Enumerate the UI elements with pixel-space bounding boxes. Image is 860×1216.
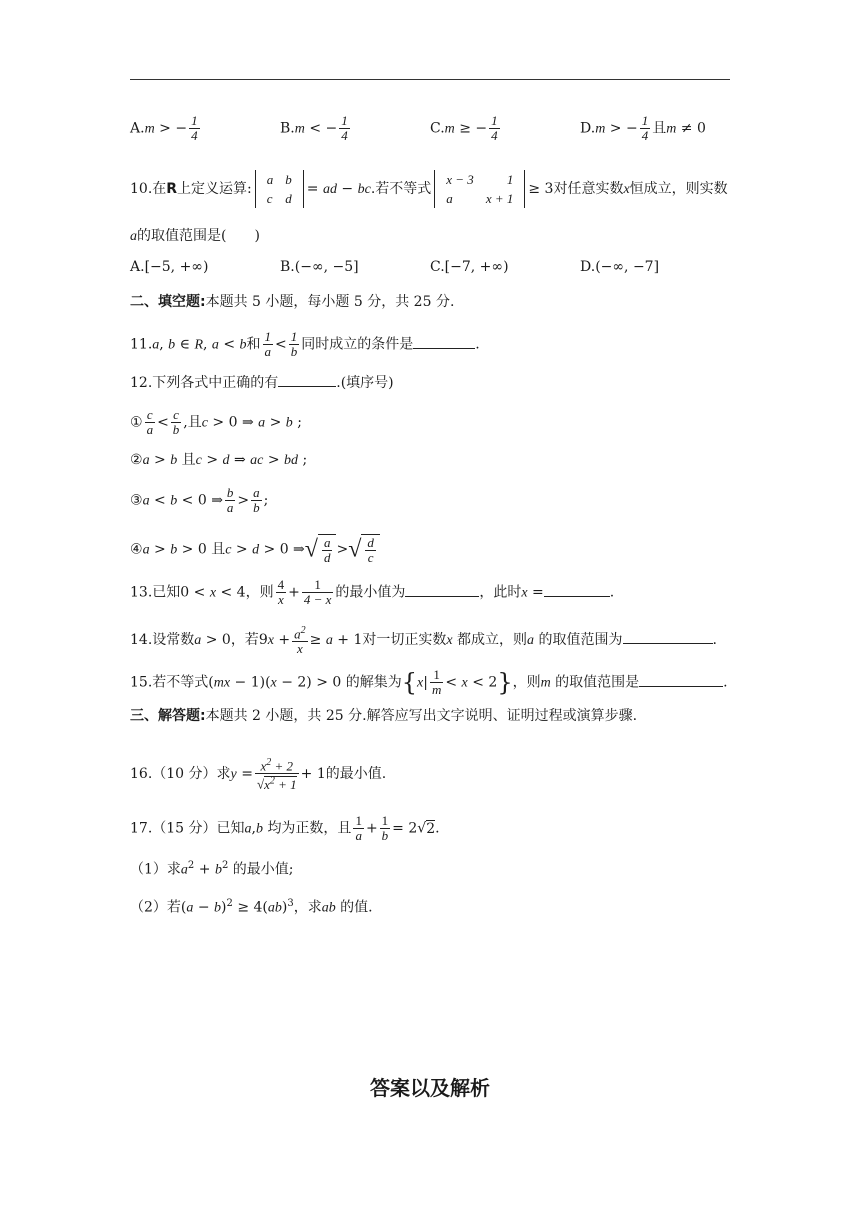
q12-item-1: ① $\frac{c}{a}$ < $\frac{c}{b}$ ,且c > 0 ⇒ a > b ; (130, 407, 302, 437)
q9-option-c: C.m ≥ − $\frac{1}{4}$ (430, 113, 498, 143)
header-rule (130, 79, 730, 80)
q17-part-1: （1）求$a^2 + b^2$ 的最小值; (130, 860, 294, 878)
question-13: 13.已知0 < x < 4，则 $\frac{4}{x}$ + $\frac{1}{4 - x}$ 的最小值为 ，此时x = . (130, 577, 615, 607)
q17-part-2: （2）若$(a - b)^2 \ge 4(ab)^3$，求ab 的值. (130, 898, 373, 916)
q9-option-a: A.m > − $\frac{1}{4}$ (130, 113, 198, 143)
section-3-title: 三、解答题:本题共 2 小题，共 25 分.解答应写出文字说明、证明过程或演算步骤. (130, 708, 638, 724)
question-16: 16.（10 分）求y = $\frac{x^2 + 2}{√x^2 + 1}$ + 1的最小值. (130, 757, 387, 792)
q12-item-3: ③a < b < 0 ⇒ $\frac{b}{a}$ > $\frac{a}{b}$ ; (130, 485, 269, 515)
q10-option-d: D.(−∞, −7] (580, 259, 660, 275)
q12-item-4: ④a > b > 0 且c > d > 0 ⇒√ $\frac{a}{d}$ >√ $\frac{d}{c}$ (130, 534, 380, 565)
question-10-line2: a的取值范围是( ) (130, 228, 260, 244)
answer-heading: 答案以及解析 (370, 1076, 490, 1100)
question-10: 10.在R上定义运算: a b c d = ad − bc.若不等式 x − 3 1 a x + 1 ≥ 3对任意实数x恒成立，则实数 (130, 172, 728, 206)
q12-item-2: ②a > b 且c > d ⇒ ac > bd ; (130, 452, 308, 468)
q10-option-a: A.[−5, +∞) (130, 259, 209, 275)
question-12: 12.下列各式中正确的有 .(填序号) (130, 372, 394, 393)
q9-option-d: D.m > − $\frac{1}{4}$ 且m ≠ 0 (580, 113, 706, 143)
question-17: 17.（15 分）已知a,b 均为正数，且 $\frac{1}{a}$ + $\frac{1}{b}$ = 2√2. (130, 813, 440, 843)
question-15: 15.若不等式(mx − 1)(x − 2) > 0 的解集为{x| $\frac{1}{m}$ < x < 2}，则m 的取值范围是 . (130, 667, 728, 697)
section-2-title: 二、填空题:本题共 5 小题，每小题 5 分，共 25 分. (130, 294, 455, 310)
q10-option-c: C.[−7, +∞) (430, 259, 509, 275)
question-14: 14.设常数a > 0，若9x + $\frac{a^2}{x}$ ≥ a + 1对一切正实数x 都成立，则a 的取值范围为 . (130, 625, 717, 657)
q9-option-b: B.m < − $\frac{1}{4}$ (280, 113, 348, 143)
q10-option-b: B.(−∞, −5] (280, 259, 359, 275)
question-11: 11.a, b ∈ R, a < b和 $\frac{1}{a}$ < $\frac{1}{b}$ 同时成立的条件是 . (130, 329, 480, 359)
